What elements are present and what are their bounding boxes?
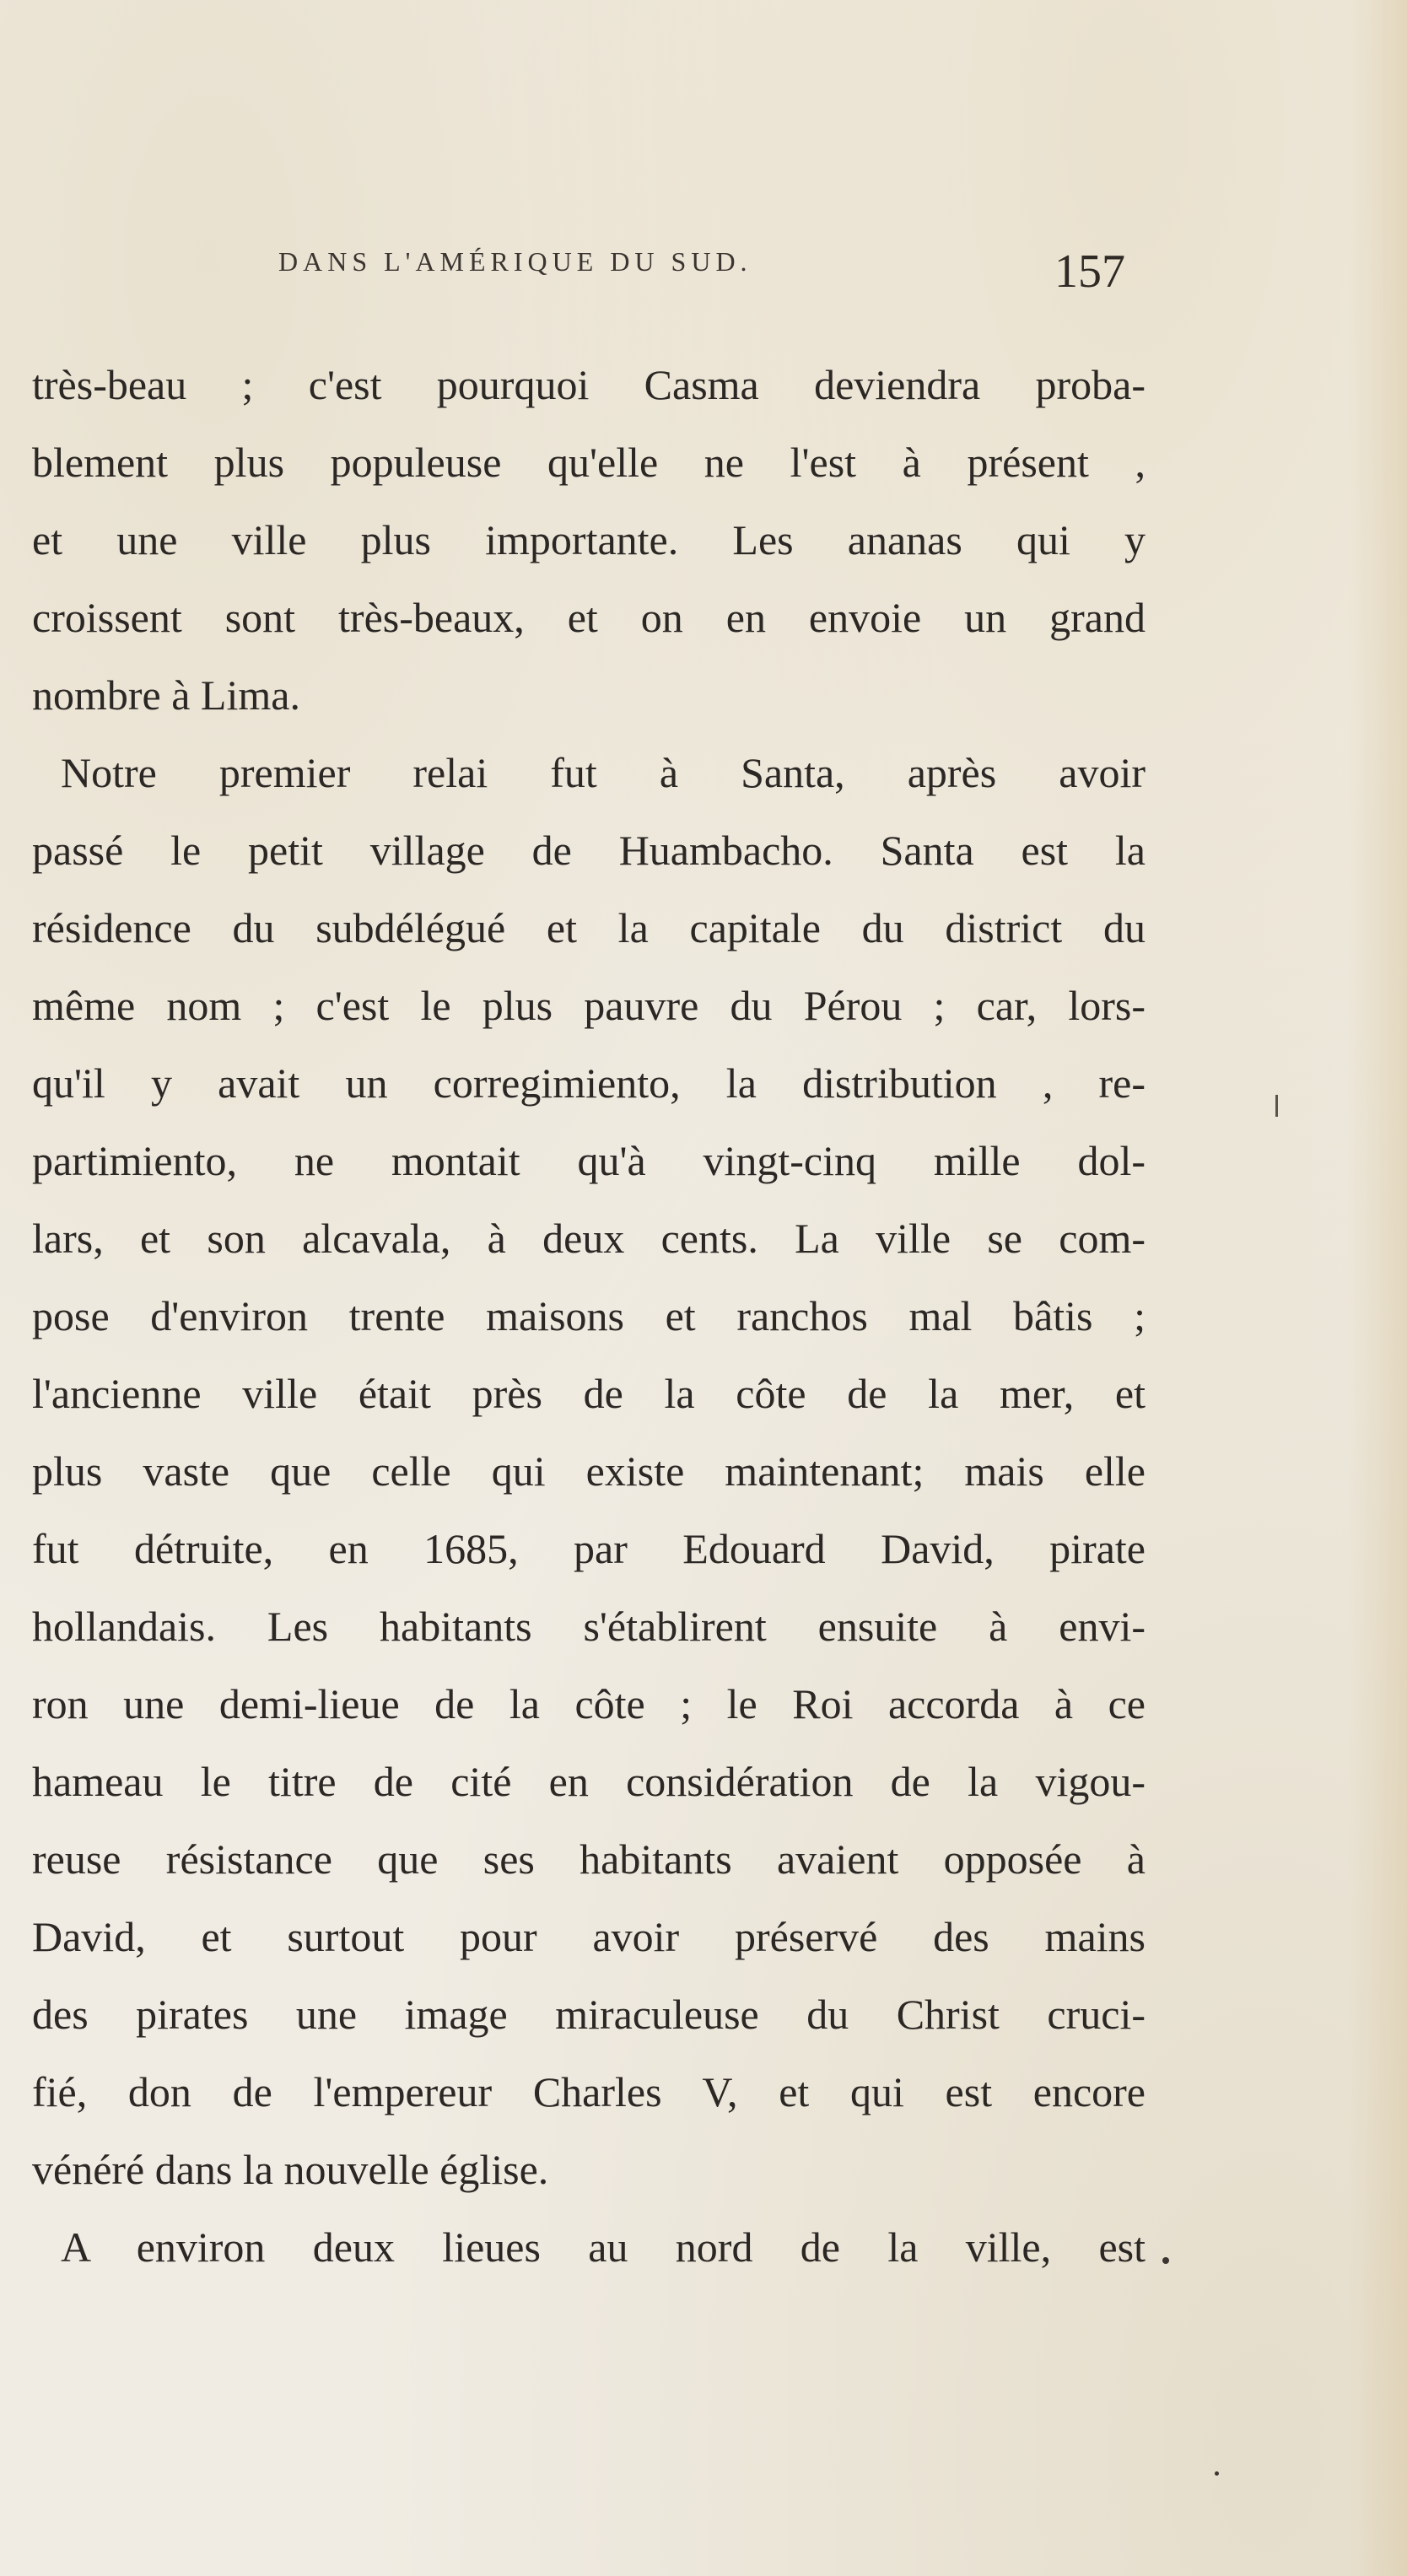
text-line-content: croissent sont très-beaux, et on en envoie un grand [32, 594, 1146, 641]
text-line-content: hollandais. Les habitants s'établirent ensuite à envi- [32, 1603, 1146, 1650]
text-line [32, 2053, 1146, 2131]
text-line-content: David, et surtout pour avoir préservé des mains [32, 1913, 1146, 1960]
text-line [32, 501, 1146, 579]
ink-speck [1162, 2257, 1169, 2264]
text-line-content: nombre à Lima. [32, 671, 300, 719]
ink-speck [1215, 2471, 1219, 2476]
text-line [32, 1898, 1146, 1975]
text-line [32, 734, 1146, 811]
text-line-content: même nom ; c'est le plus pauvre du Pérou ; car, lors- [32, 982, 1146, 1029]
text-line-content: Notre premier relai fut à Santa, après avoir [61, 749, 1146, 796]
page-number: 157 [1054, 245, 1125, 298]
body-text [32, 346, 1146, 2286]
text-line-content: hameau le titre de cité en considération de la vigou- [32, 1758, 1146, 1805]
text-line-content: lars, et son alcavala, à deux cents. La ville se com- [32, 1215, 1146, 1262]
text-line [32, 1432, 1146, 1510]
text-line [32, 579, 1146, 656]
text-line-content: A environ deux lieues au nord de la ville, est [61, 2223, 1146, 2271]
text-line [32, 1277, 1146, 1355]
text-line-content: blement plus populeuse qu'elle ne l'est à présent , [32, 439, 1146, 486]
text-line-content: résidence du subdélégué et la capitale du district du [32, 904, 1146, 951]
text-line [32, 1975, 1146, 2053]
text-line-content: fié, don de l'empereur Charles V, et qui est encore [32, 2068, 1146, 2115]
text-line-content: ron une demi-lieue de la côte ; le Roi accorda à ce [32, 1680, 1146, 1727]
text-line-content: très-beau ; c'est pourquoi Casma deviendra proba- [32, 361, 1146, 408]
text-line-content: fut détruite, en 1685, par Edouard David, pirate [32, 1525, 1146, 1572]
text-line [32, 889, 1146, 967]
text-line [32, 2131, 1146, 2208]
ink-mark [1275, 1095, 1278, 1117]
text-line [32, 1355, 1146, 1432]
text-line [32, 1743, 1146, 1820]
text-line-content: plus vaste que celle qui existe maintenant; mais elle [32, 1447, 1146, 1495]
text-line-content: qu'il y avait un corregimiento, la distribution , re- [32, 1059, 1146, 1107]
text-line [32, 656, 1146, 734]
text-line [32, 967, 1146, 1044]
text-line [32, 1122, 1146, 1199]
text-line [32, 423, 1146, 501]
text-line-content: partimiento, ne montait qu'à vingt-cinq mille dol- [32, 1137, 1146, 1184]
text-line [32, 346, 1146, 423]
text-line-content: pose d'environ trente maisons et ranchos mal bâtis ; [32, 1292, 1146, 1339]
text-line [32, 811, 1146, 889]
text-line-content: et une ville plus importante. Les ananas qui y [32, 516, 1146, 563]
text-line [32, 1199, 1146, 1277]
text-line [32, 2208, 1146, 2286]
running-head: DANS L'AMÉRIQUE DU SUD. [278, 246, 752, 277]
text-line [32, 1510, 1146, 1587]
text-line [32, 1665, 1146, 1743]
text-line-content: passé le petit village de Huambacho. Santa est la [32, 827, 1146, 874]
text-line-content: l'ancienne ville était près de la côte de la mer, et [32, 1370, 1146, 1417]
text-line [32, 1044, 1146, 1122]
text-line [32, 1587, 1146, 1665]
text-line-content: reuse résistance que ses habitants avaient opposée à [32, 1835, 1146, 1883]
text-line [32, 1820, 1146, 1898]
text-line-content: des pirates une image miraculeuse du Christ cruci- [32, 1991, 1146, 2038]
text-line-content: vénéré dans la nouvelle église. [32, 2146, 549, 2193]
